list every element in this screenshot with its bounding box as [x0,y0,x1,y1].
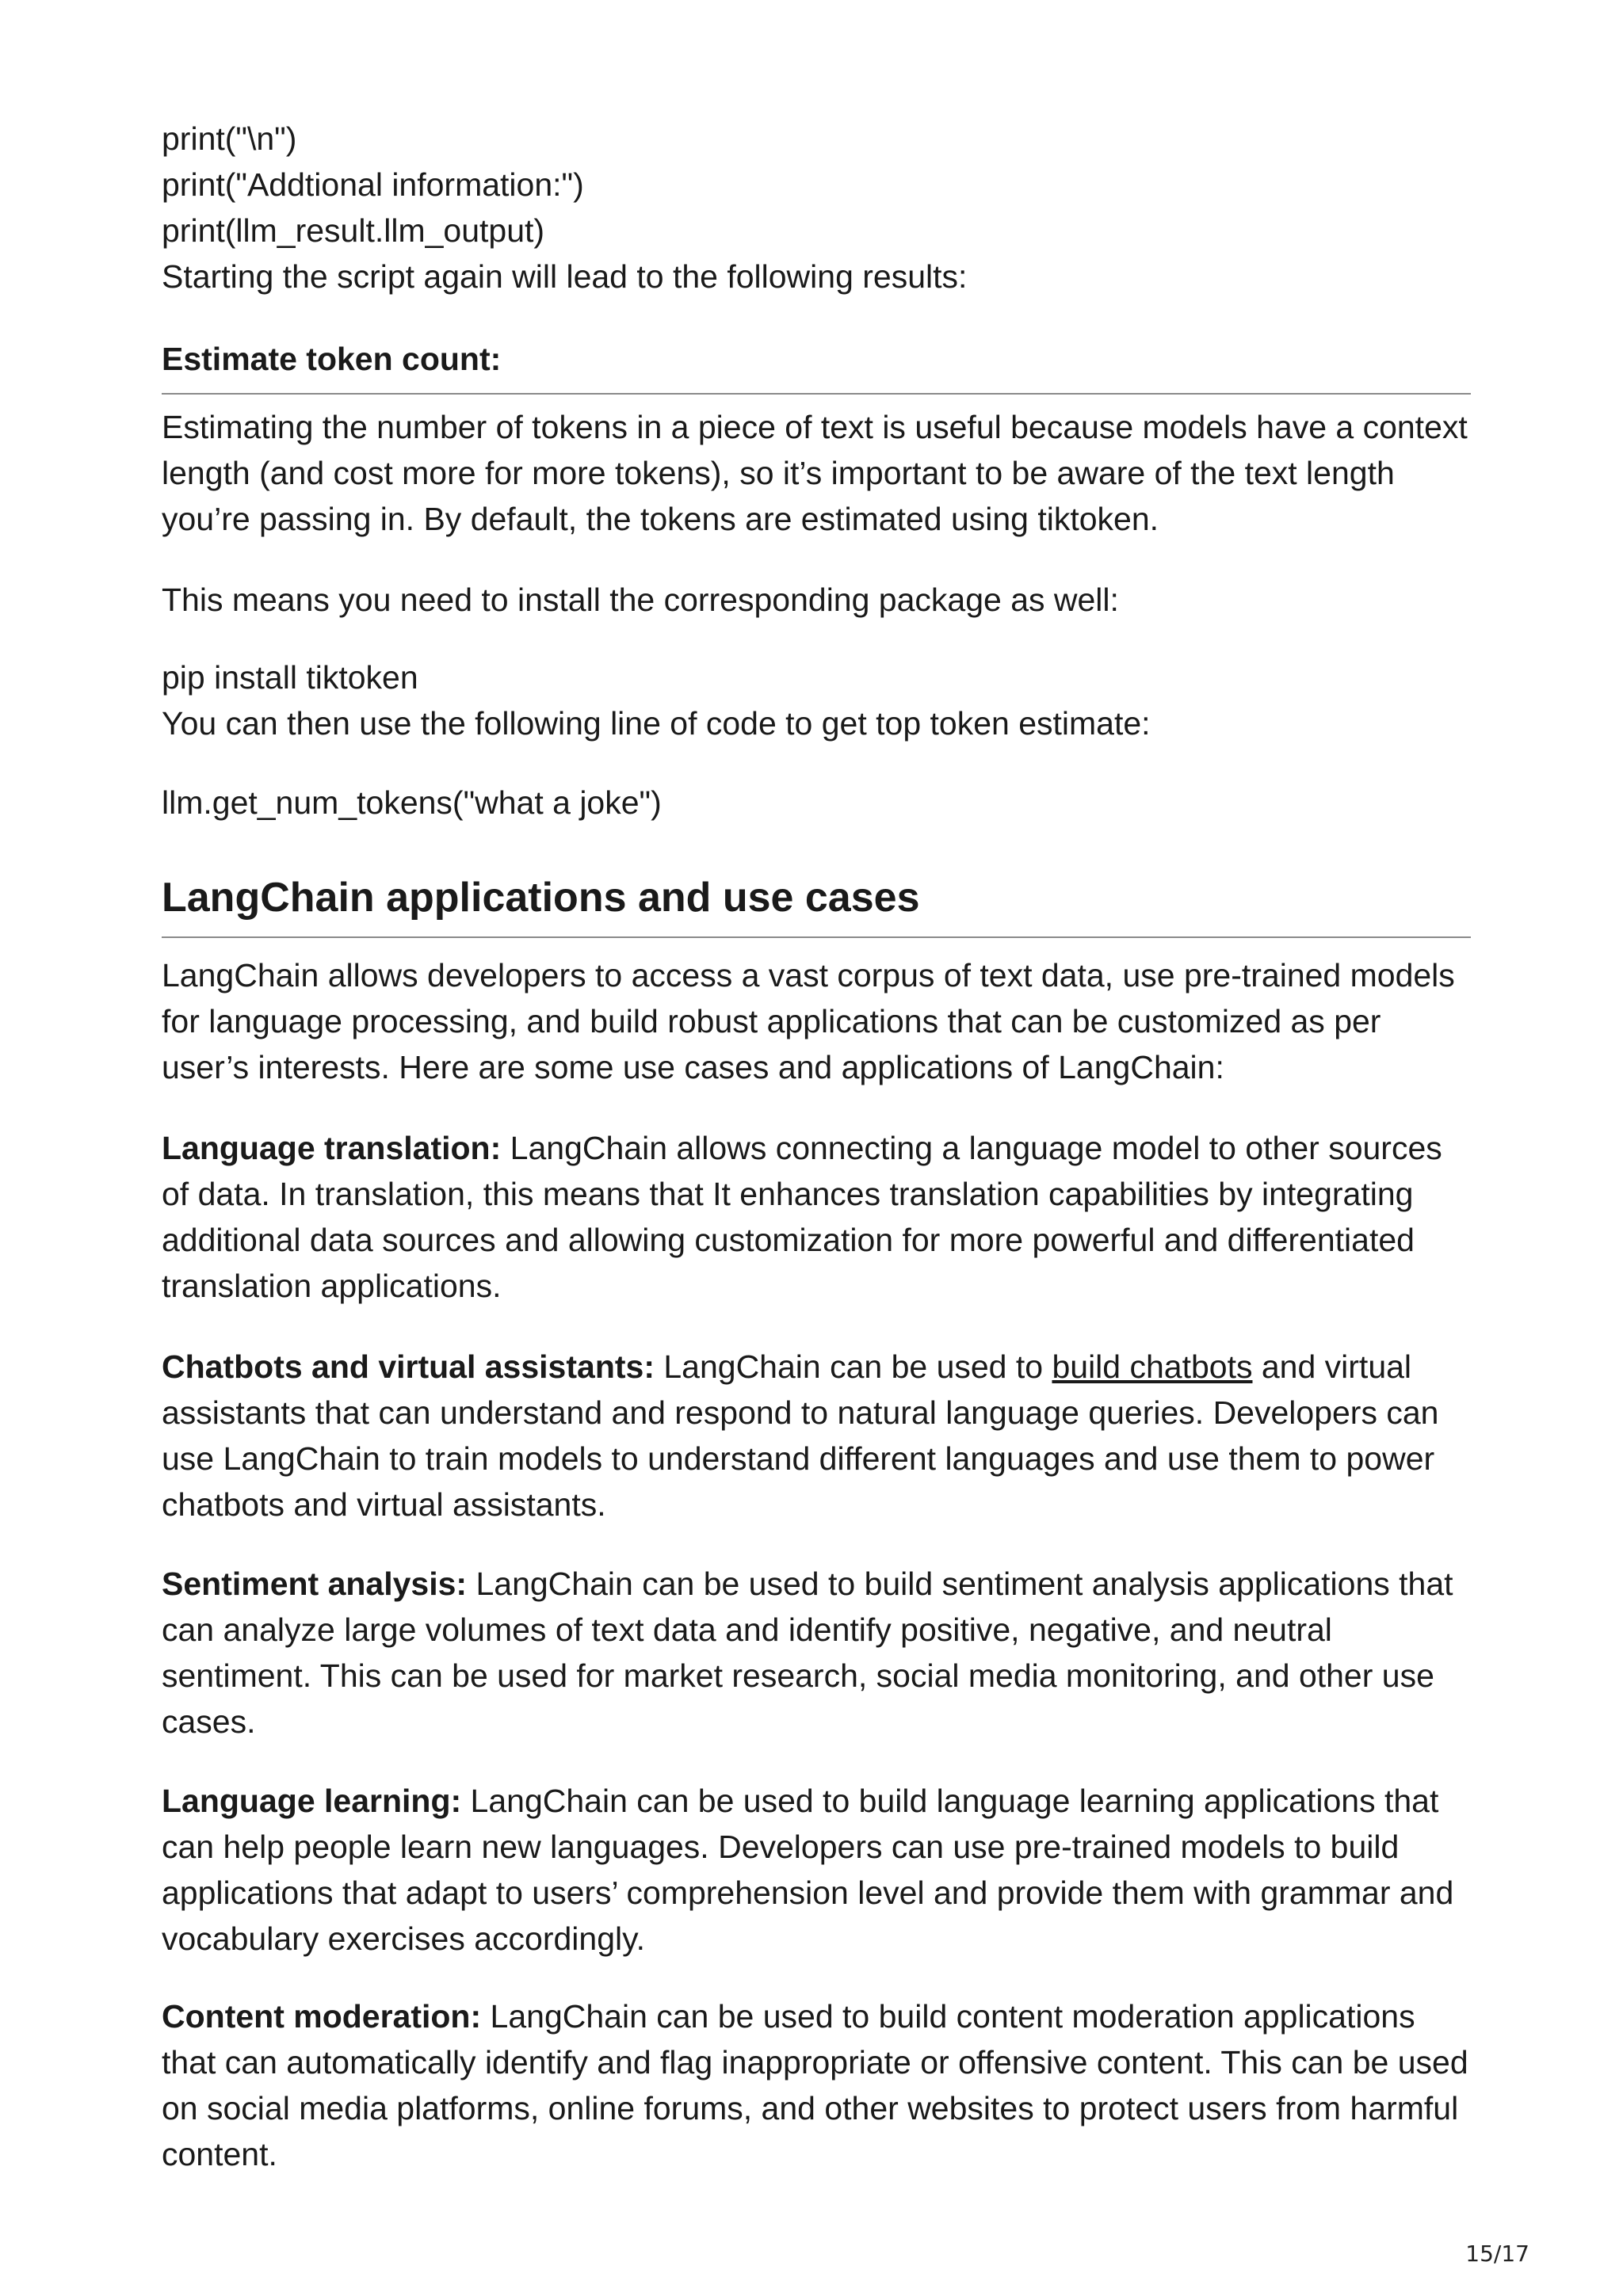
use-case-text: and virtual assistants that can understand and respond to natural language queries. Developers can use LangChain to train models to understand different languages and use them to power chatbots and virtual assistants. [162,1348,1439,1523]
section-intro: LangChain allows developers to access a vast corpus of text data, use pre-trained models for language processing, and build robust applications that can be customized as per user’s interests. Here are some use cases and applications of LangChain: [162,957,1455,1085]
estimate-paragraph: Estimating the number of tokens in a piece of text is useful because models have a context length (and cost more for more tokens), so it’s important to be aware of the text length you’re passing in. By default, the tokens are estimated using tiktoken. [162,409,1468,537]
section-heading: LangChain applications and use cases [162,870,1471,938]
use-case-title: Language learning: [162,1783,462,1819]
use-case-text: LangChain can be used to build content moderation applications that can automatically identify and flag inappropriate or offensive content. This can be used on social media platforms, online forums, and other websites to protect users from harmful content. [162,1998,1468,2172]
use-case-chatbots [162,1344,1471,1527]
use-case-text: LangChain can be used to build sentiment analysis applications that can analyze large volumes of text data and identify positive, negative, and neutral sentiment. This can be used for market research, social media monitoring, and other use cases. [162,1566,1453,1740]
use-case-title: Content moderation: [162,1998,482,2035]
use-case-language-learning [162,1778,1471,1962]
estimate-intro: You can then use the following line of code to get top token estimate: [162,705,1151,742]
build-chatbots-link[interactable]: build chatbots [1052,1348,1253,1385]
code-line: print("Addtional information:") [162,166,584,203]
use-case-title: Chatbots and virtual assistants: [162,1348,655,1385]
use-case-text: LangChain can be used to [654,1348,1052,1385]
use-case-language-translation [162,1125,1471,1309]
page-number: 15/17 [1465,2241,1529,2267]
code-line: print("\n") [162,120,297,157]
use-case-title: Language translation: [162,1130,502,1166]
use-case-text: LangChain can be used to build language learning applications that can help people learn new languages. Developers can use pre-trained models to build applications that adapt to users’ comprehension level and provide them with grammar and vocabulary exercises accordingly. [162,1783,1454,1957]
use-case-sentiment-analysis [162,1561,1471,1745]
code-snippet-top [162,116,967,299]
use-case-title: Sentiment analysis: [162,1566,468,1602]
estimate-code: llm.get_num_tokens("what a joke") [162,784,662,821]
intro-after-code: Starting the script again will lead to the following results: [162,258,968,295]
estimate-heading: Estimate token count: [162,336,1471,395]
install-block [162,654,1471,746]
use-case-content-moderation [162,1993,1471,2177]
install-command: pip install tiktoken [162,659,418,696]
install-intro: This means you need to install the corresponding package as well: [162,582,1119,618]
use-case-text: LangChain allows connecting a language model to other sources of data. In translation, this means that It enhances translation capabilities by integrating additional data sources and allowing customization for more powerful and differentiated translation applications. [162,1130,1442,1304]
code-line: print(llm_result.llm_output) [162,212,545,249]
